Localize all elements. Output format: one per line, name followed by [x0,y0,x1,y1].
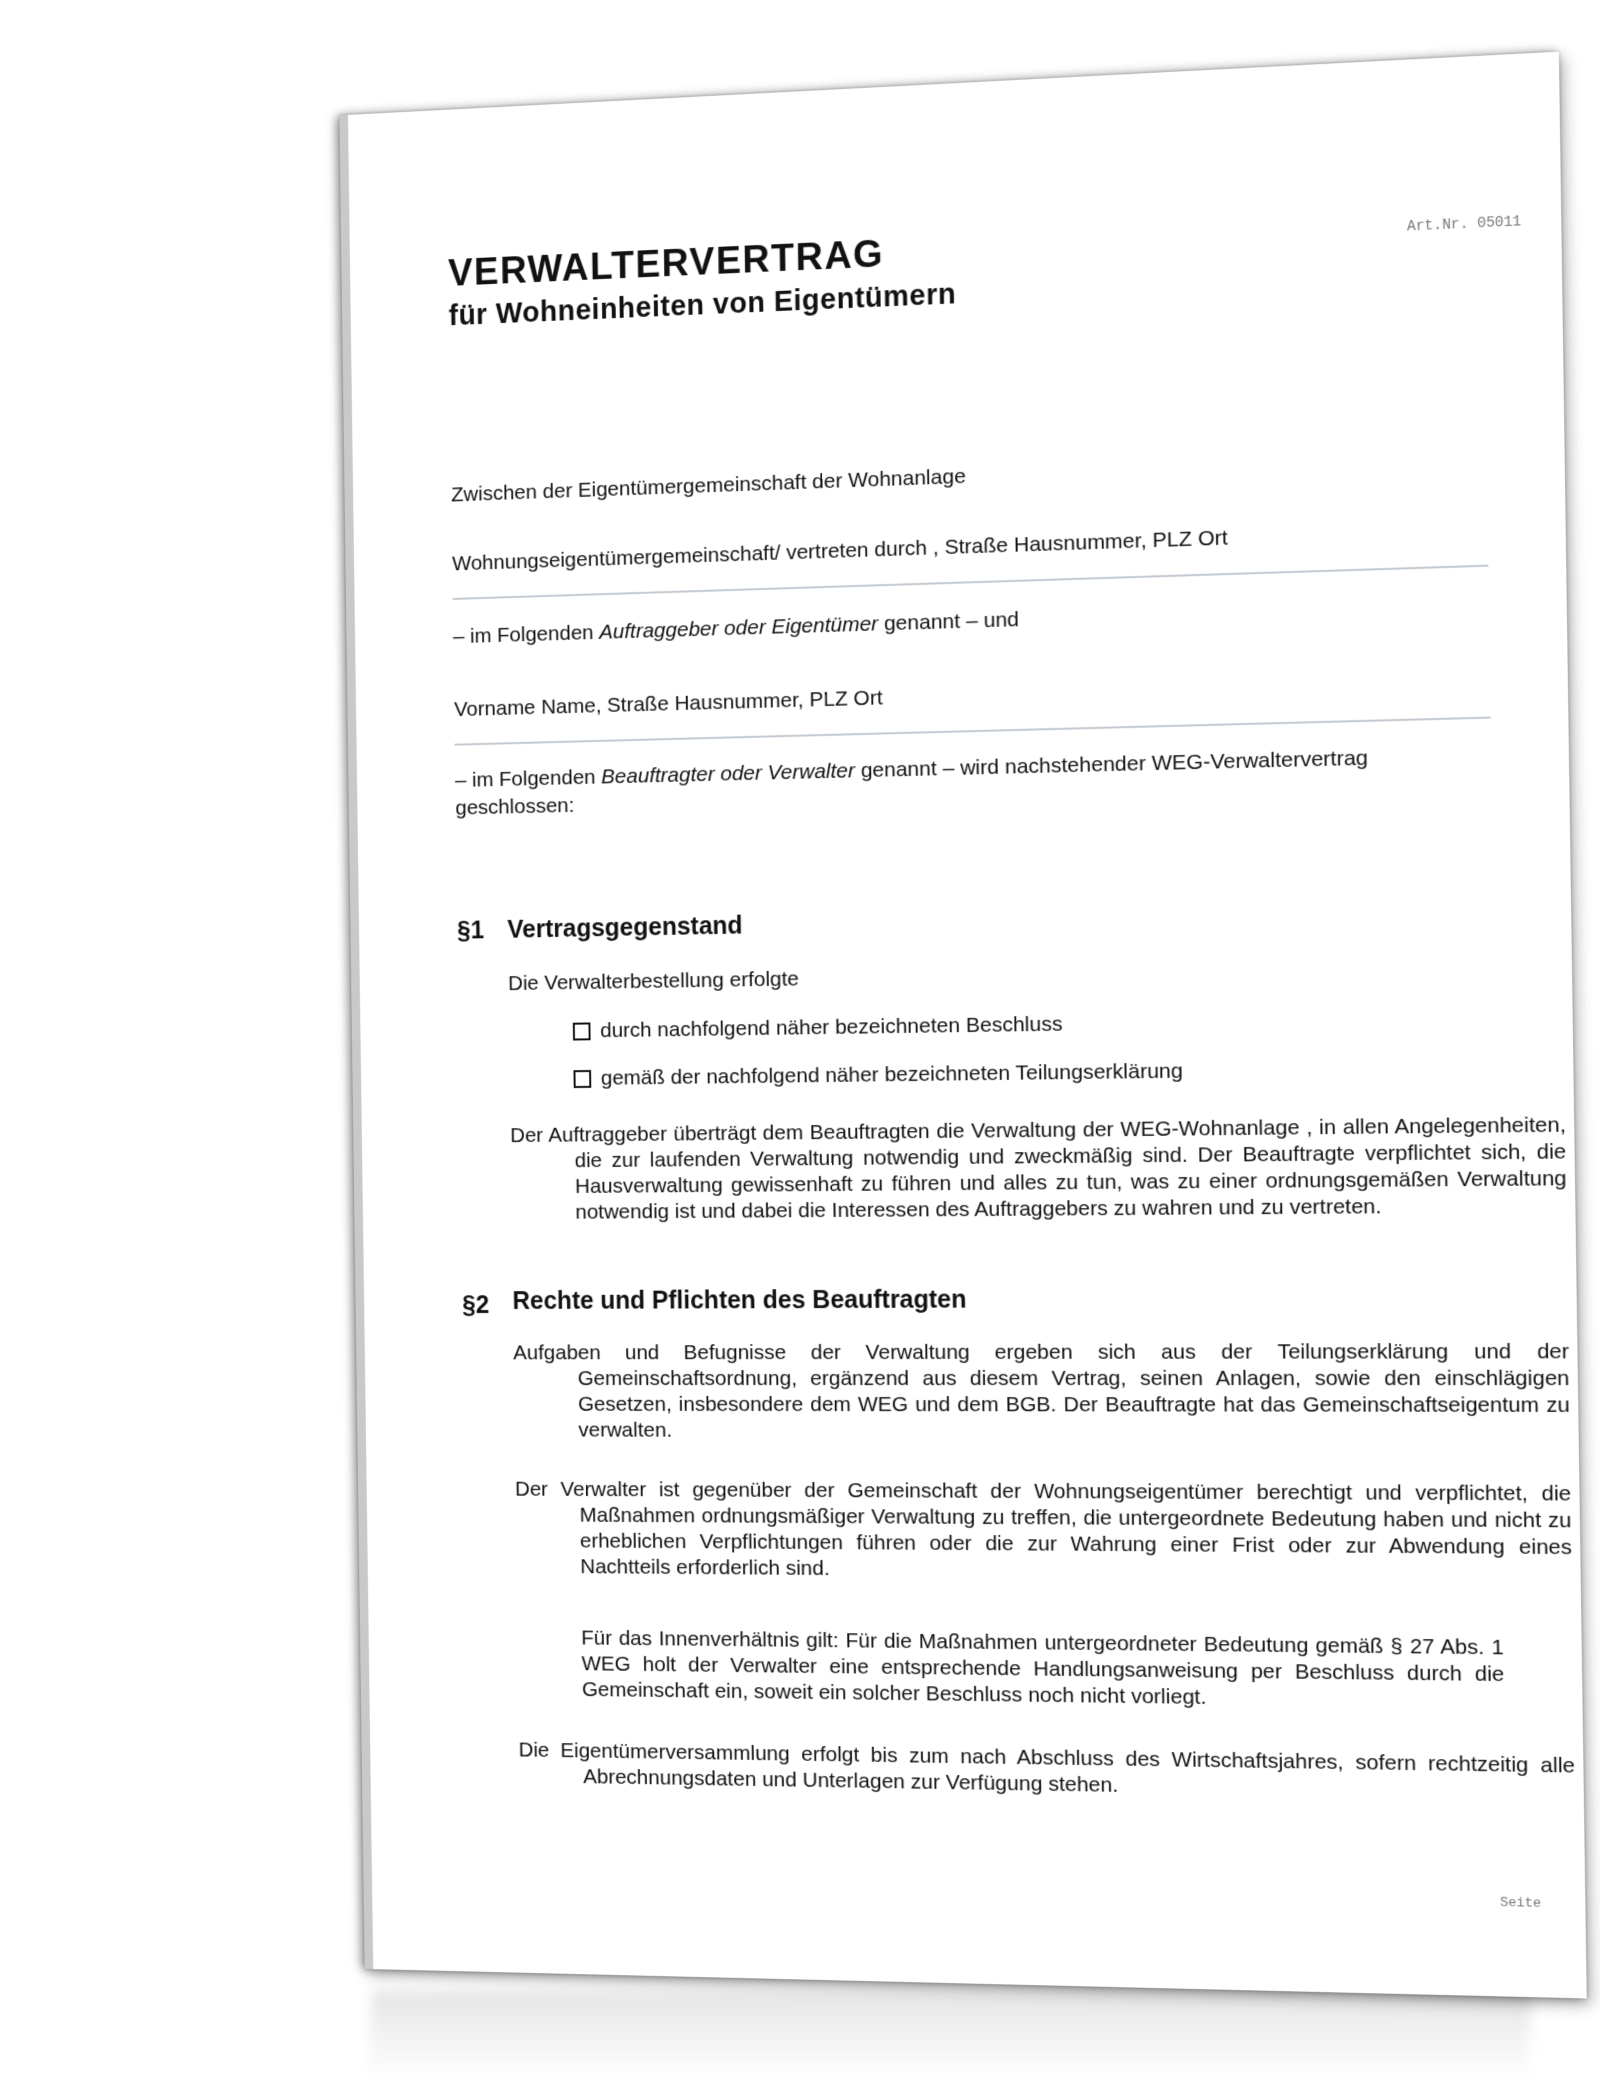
party2-address: Vorname Name, Straße Hausnummer, PLZ Ort [453,686,883,722]
document-page [339,52,1586,1999]
checkbox-icon[interactable] [573,1070,591,1088]
section2-number: §2 [462,1291,490,1319]
page-reflection [368,1990,1531,2080]
section2-paragraph-1: Aufgaben und Befugnisse der Verwaltung ergeben sich aus der Teilungserklärung und der Gemeinschaftsordnung, ergänzend aus diesem Vertrag, seinen Anlagen, sowie den einschlägigen Gesetzen, insbesondere dem WEG und dem BGB. Der Beauftragte hat das Gemeinschaftseigentum zu verwalten. [513,1339,1570,1442]
document-title: VERWALTERVERTRAG [447,233,885,295]
option-beschluss-label: durch nachfolgend näher bezeichneten Beschluss [600,1012,1063,1043]
section1-number: §1 [456,916,485,945]
section2-paragraph-2: Der Verwalter ist gegenüber der Gemeinschaft der Wohnungseigentümer berechtigt und verpflichtet, die Maßnahmen ordnungsmäßiger Verwaltung zu treffen, die untergeordnete Bedeutung haben und nicht zu erheblichen Verpflichtungen führen oder die zur Wahrung einer Frist oder zur Abwendung eines Nachtteils erforderlich sind. [514,1477,1573,1581]
intro-line: Zwischen der Eigentümergemeinschaft der Wohnanlage [451,464,967,507]
section1-title: Vertragsgegenstand [507,911,743,944]
section2-paragraph-4: Die Eigentümerversammlung erfolgt bis zum nach Abschluss des Wirtschaftsjahres, sofern rechtzeitig alle Abrechnungsdaten und Unterlagen zur Verfügung stehen. [518,1738,1576,1797]
option-beschluss[interactable] [573,1010,1063,1045]
page-footer-label: Seite [1499,1894,1542,1911]
section2-paragraph-3: Für das Innenverhältnis gilt: Für die Maßnahmen untergeordneter Bedeutung gemäß § 27 Abs. 1 WEG holt der Verwalter eine entsprechende Handlungsanweisung per Beschluss durch die Gemeinschaft ein, soweit ein solcher Beschluss noch nicht vorliegt. [581,1626,1505,1710]
section1-paragraph: Der Auftraggeber überträgt dem Beauftragten die Verwaltung der WEG-Wohnanlage , in allen Angelegenheiten, die zur laufenden Verwaltung notwendig und zweckmäßig sind. Der Beauftragte verpflichtet sich, die Hausverwaltung gewissenhaft zu führen und alles zu tun, was zu einer ordnungsgemäßen Verwaltung notwendig ist und dabei die Interessen des Auftraggebers zu wahren und zu vertreten. [510,1113,1567,1224]
option-teilungserklaerung-label: gemäß der nachfolgend näher bezeichneten Teilungserklärung [600,1059,1184,1090]
document-subtitle: für Wohneinheiten von Eigentümern [448,278,957,333]
party1-address: Wohnungseigentümergemeinschaft/ vertreten durch , Straße Hausnummer, PLZ Ort [451,526,1228,576]
checkbox-icon[interactable] [573,1022,591,1040]
party2-role [455,742,1450,822]
party2-rule [455,717,1491,746]
party2-role-prefix: – im Folgenden [454,765,602,792]
section2-title: Rechte und Pflichten des Beauftragten [512,1285,967,1315]
party1-role [453,591,1489,651]
party1-role-prefix: – im Folgenden [452,621,600,649]
party1-role-term: Auftraggeber oder Eigentümer [599,612,879,644]
section1-lead: Die Verwalterbestellung erfolgte [507,967,800,996]
party2-role-term: Beauftragter oder Verwalter [601,759,856,789]
option-teilungserklaerung[interactable] [573,1057,1183,1093]
party1-role-suffix: genannt – und [878,607,1020,636]
party2-role-suffix: genannt – wird nachstehender WEG-Verwaltervertrag geschlossen: [455,746,1369,820]
article-number: Art.Nr. 05011 [1406,213,1522,236]
